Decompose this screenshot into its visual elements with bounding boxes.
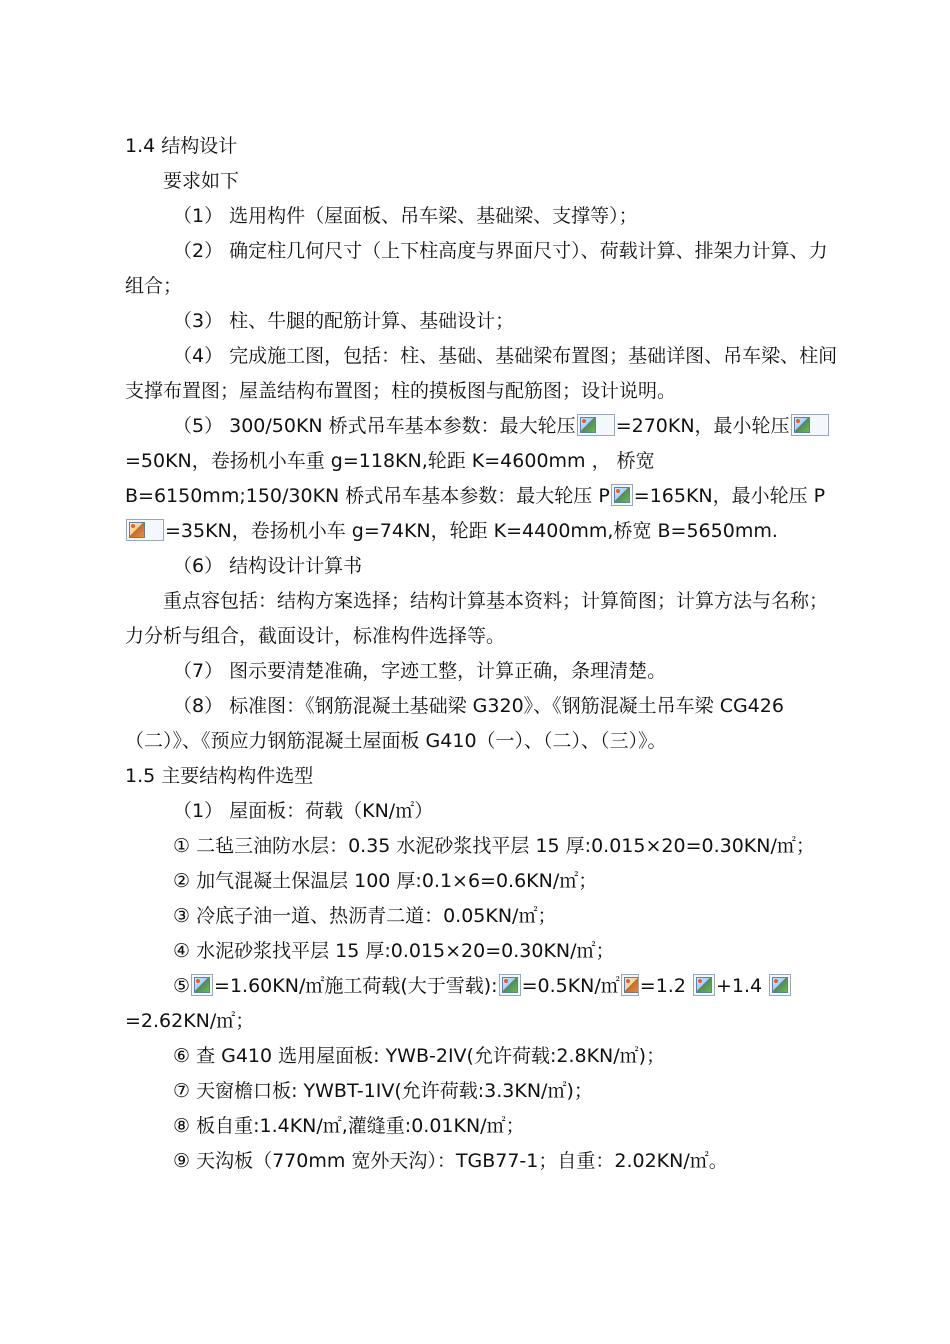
load-item-3: ③ 冷底子油一道、热沥青二道：0.05KN/㎡； — [173, 905, 557, 927]
requirement-8-line-1: （8） 标准图：《钢筋混凝土基础梁 G320》、《钢筋混凝土吊车梁 CG426 — [173, 695, 784, 717]
text-segment: =270KN，最小轮压 — [615, 415, 790, 437]
load-item-6: ⑥ 查 G410 选用屋面板: YWB-2IV(允许荷载:2.8KN/㎡)； — [173, 1045, 666, 1067]
requirement-4-line-2: 支撑布置图；屋盖结构布置图；柱的摸板图与配筋图；设计说明。 — [125, 380, 677, 402]
requirement-3: （3） 柱、牛腿的配筋计算、基础设计； — [173, 310, 515, 332]
text-segment: =1.60KN/㎡施工荷载(大于雪载): — [214, 975, 498, 997]
requirement-5-line-1 — [173, 409, 830, 444]
load-item-4: ④ 水泥砂浆找平层 15 厚:0.015×20=0.30KN/㎡； — [173, 940, 615, 962]
text-segment: =1.2 — [639, 975, 686, 997]
requirement-5-line-2: =50KN，卷扬机小车重 g=118KN,轮距 K=4600mm ， 桥宽 — [125, 450, 655, 472]
requirements-intro: 要求如下 — [163, 170, 240, 192]
load-item-8: ⑧ 板自重:1.4KN/㎡,灌缝重:0.01KN/㎡； — [173, 1115, 525, 1137]
requirement-1: （1） 选用构件（屋面板、吊车梁、基础梁、支撑等）； — [173, 205, 638, 227]
formula-image-icon — [769, 974, 791, 996]
requirement-5-line-4 — [125, 514, 778, 549]
formula-image-icon — [499, 974, 521, 996]
text-segment: =35KN，卷扬机小车 g=74KN，轮距 K=4400mm,桥宽 B=5650mm. — [165, 520, 778, 542]
formula-image-icon — [693, 974, 715, 996]
component-1-roof-panel: （1） 屋面板：荷载（KN/㎡） — [173, 800, 434, 822]
requirement-5-line-3 — [125, 479, 825, 514]
requirement-2-line-2: 组合； — [125, 275, 183, 297]
requirement-7: （7） 图示要清楚准确，字迹工整，计算正确，条理清楚。 — [173, 660, 667, 682]
text-segment: =165KN，最小轮压 P — [633, 485, 826, 507]
requirement-6-detail-line-1: 重点容包括：结构方案选择；结构计算基本资料；计算简图；计算方法与名称； — [163, 590, 829, 612]
requirement-6: （6） 结构设计计算书 — [173, 555, 363, 577]
section-heading-1-4: 1.4 结构设计 — [125, 135, 238, 157]
text-segment: B=6150mm;150/30KN 桥式吊车基本参数：最大轮压 P — [125, 485, 610, 507]
section-heading-1-5: 1.5 主要结构构件选型 — [125, 765, 314, 787]
load-item-2: ② 加气混凝土保温层 100 厚:0.1×6=0.6KN/㎡； — [173, 870, 598, 892]
requirement-6-detail-line-2: 力分析与组合，截面设计，标准构件选择等。 — [125, 625, 506, 647]
formula-image-icon — [611, 484, 633, 506]
load-item-1: ① 二毡三油防水层：0.35 水泥砂浆找平层 15 厚:0.015×20=0.30KN/㎡； — [173, 835, 815, 857]
load-item-5-line-2: =2.62KN/㎡； — [125, 1010, 255, 1032]
text-segment: （5） 300/50KN 桥式吊车基本参数：最大轮压 — [173, 415, 576, 437]
requirement-4-line-1: （4） 完成施工图，包括：柱、基础、基础梁布置图；基础详图、吊车梁、柱间 — [173, 345, 838, 367]
text-segment: +1.4 — [715, 975, 763, 997]
text-segment: ⑤ — [173, 975, 191, 997]
requirement-8-line-2: （二）》、《预应力钢筋混凝土屋面板 G410（一）、（二）、（三）》。 — [125, 730, 667, 752]
requirement-2-line-1: （2） 确定柱几何尺寸（上下柱高度与界面尺寸）、荷载计算、排架力计算、力 — [173, 240, 828, 262]
formula-image-icon — [621, 974, 639, 996]
load-item-5-line-1 — [173, 969, 792, 1004]
formula-image-icon — [577, 414, 615, 436]
load-item-7: ⑦ 天窗檐口板: YWBT-1IV(允许荷载:3.3KN/㎡)； — [173, 1080, 593, 1102]
load-item-9: ⑨ 天沟板（770mm 宽外天沟）：TGB77-1；自重：2.02KN/㎡。 — [173, 1150, 728, 1172]
formula-image-icon — [191, 974, 213, 996]
text-segment: =0.5KN/㎡ — [521, 975, 620, 997]
formula-image-icon — [126, 519, 164, 541]
formula-image-icon — [791, 414, 829, 436]
